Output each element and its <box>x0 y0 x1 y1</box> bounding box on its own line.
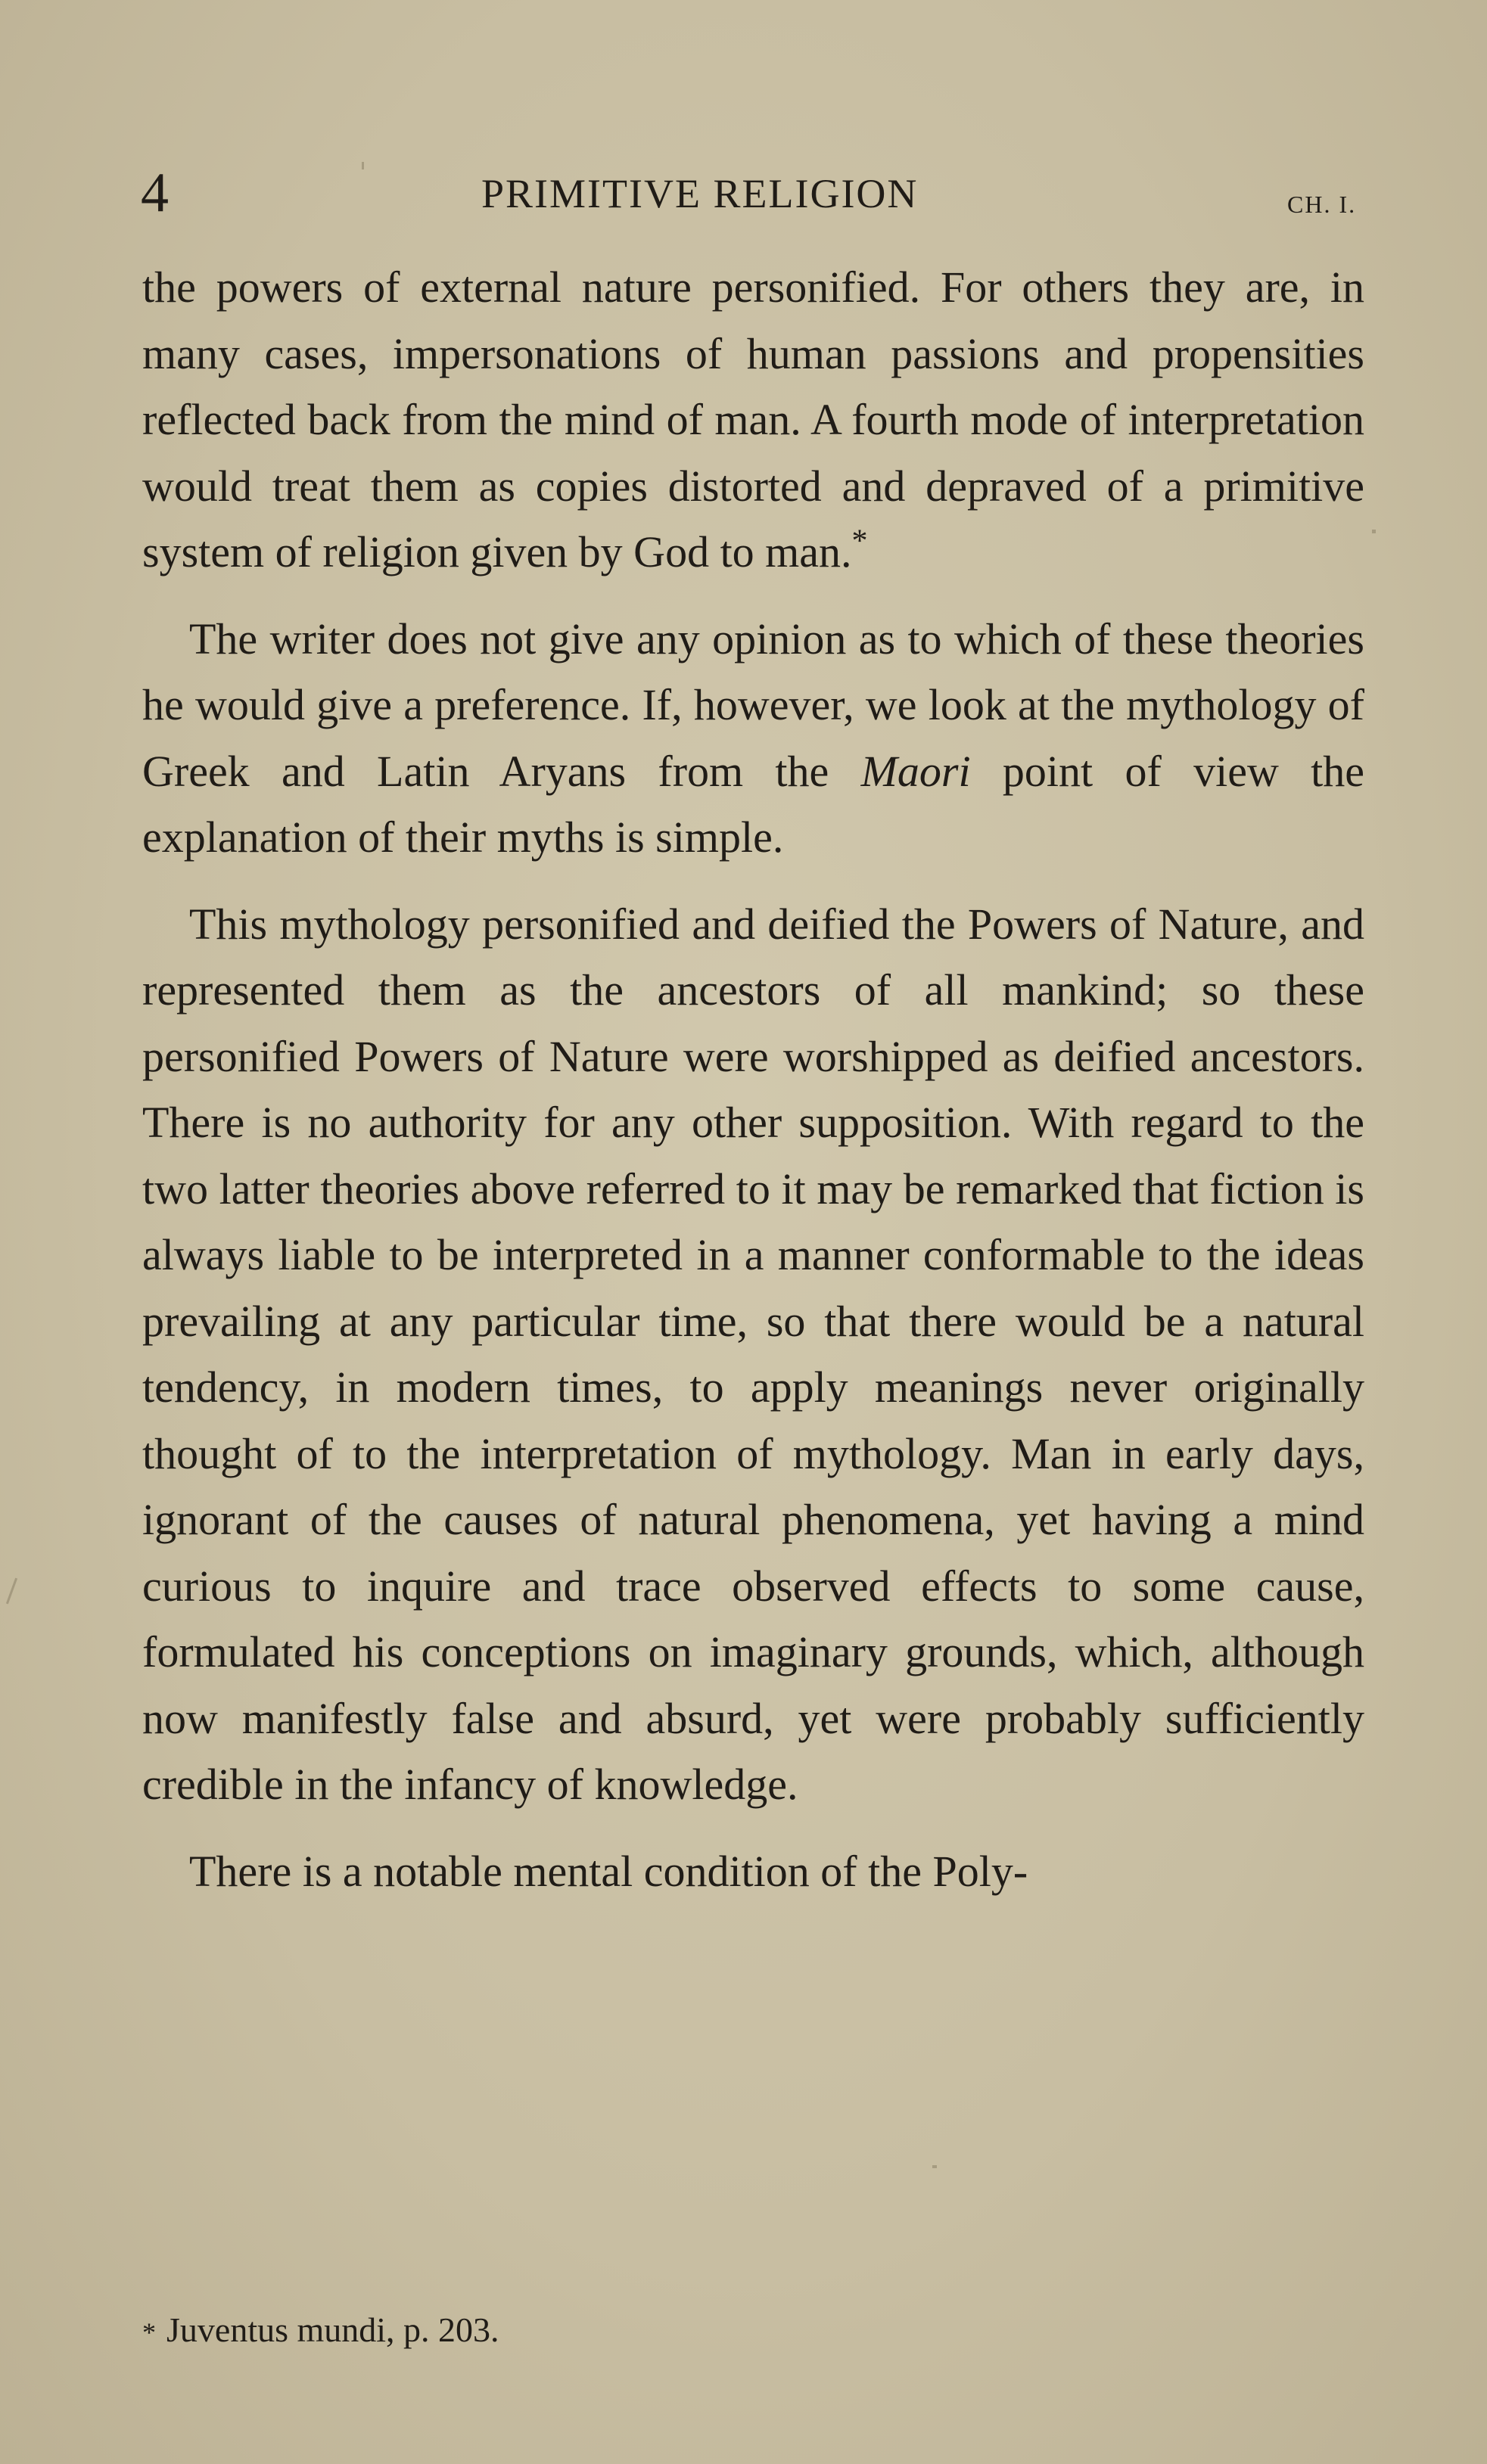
footnote <box>142 2307 1364 2355</box>
footnote-reference: * <box>851 524 868 559</box>
paragraph-text: the powers of external nature personified. For others they are, in many cases, impersonations of human passions and propensities reflected back from the mind of man. A fourth mode of interpretation would treat them as copies distorted and depraved of a primitive system of religion given by God to man. <box>142 263 1364 576</box>
body-text <box>142 254 1364 1904</box>
paragraph-text: The writer does not give any opinion as to which of these theories he would give a preference. If, however, we look at the mythology of Greek and Latin Aryans from the <box>142 614 1364 796</box>
page-number: 4 <box>141 162 169 224</box>
page-header <box>141 159 1367 227</box>
chapter-mark: CH. I. <box>1287 191 1357 218</box>
footnote-text: Juventus mundi, p. 203. <box>166 2310 499 2349</box>
paragraph-text: There is a notable mental condition of the Poly- <box>189 1846 1028 1896</box>
paragraph <box>142 1838 1364 1905</box>
paragraph <box>142 891 1364 1818</box>
paragraph <box>142 606 1364 871</box>
paper-speck <box>6 1578 17 1605</box>
running-title: PRIMITIVE RELIGION <box>481 171 919 216</box>
paper-speck <box>932 2165 937 2168</box>
paragraph-continued <box>142 254 1364 586</box>
footnote-mark: * <box>142 2317 156 2347</box>
paragraph-text: point of view the explanation of their myths is simple. <box>142 746 1364 862</box>
emphasized-word: Maori <box>860 746 971 796</box>
paragraph-text: This mythology personified and deified the Powers of Nature, and represented them as the ancestors of all mankind; so these personified Powers of Nature were worshipped as deified ancestors. There is no authority for any other supposition. With regard to the two latter theories above referred to it may be remarked that fiction is always liable to be interpreted in a manner conformable to the ideas prevailing at any particular time, so that there would be a natural tendency, in modern times, to apply meanings never originally thought of to the interpretation of mythology. Man in early days, ignorant of the causes of natural phenomena, yet having a mind curious to inquire and trace observed effects to some cause, formulated his conceptions on imaginary grounds, which, although now manifestly false and absurd, yet were probably sufficiently credible in the infancy of knowledge. <box>142 899 1364 1809</box>
paper-speck <box>1372 530 1376 533</box>
paper-speck <box>362 162 364 169</box>
